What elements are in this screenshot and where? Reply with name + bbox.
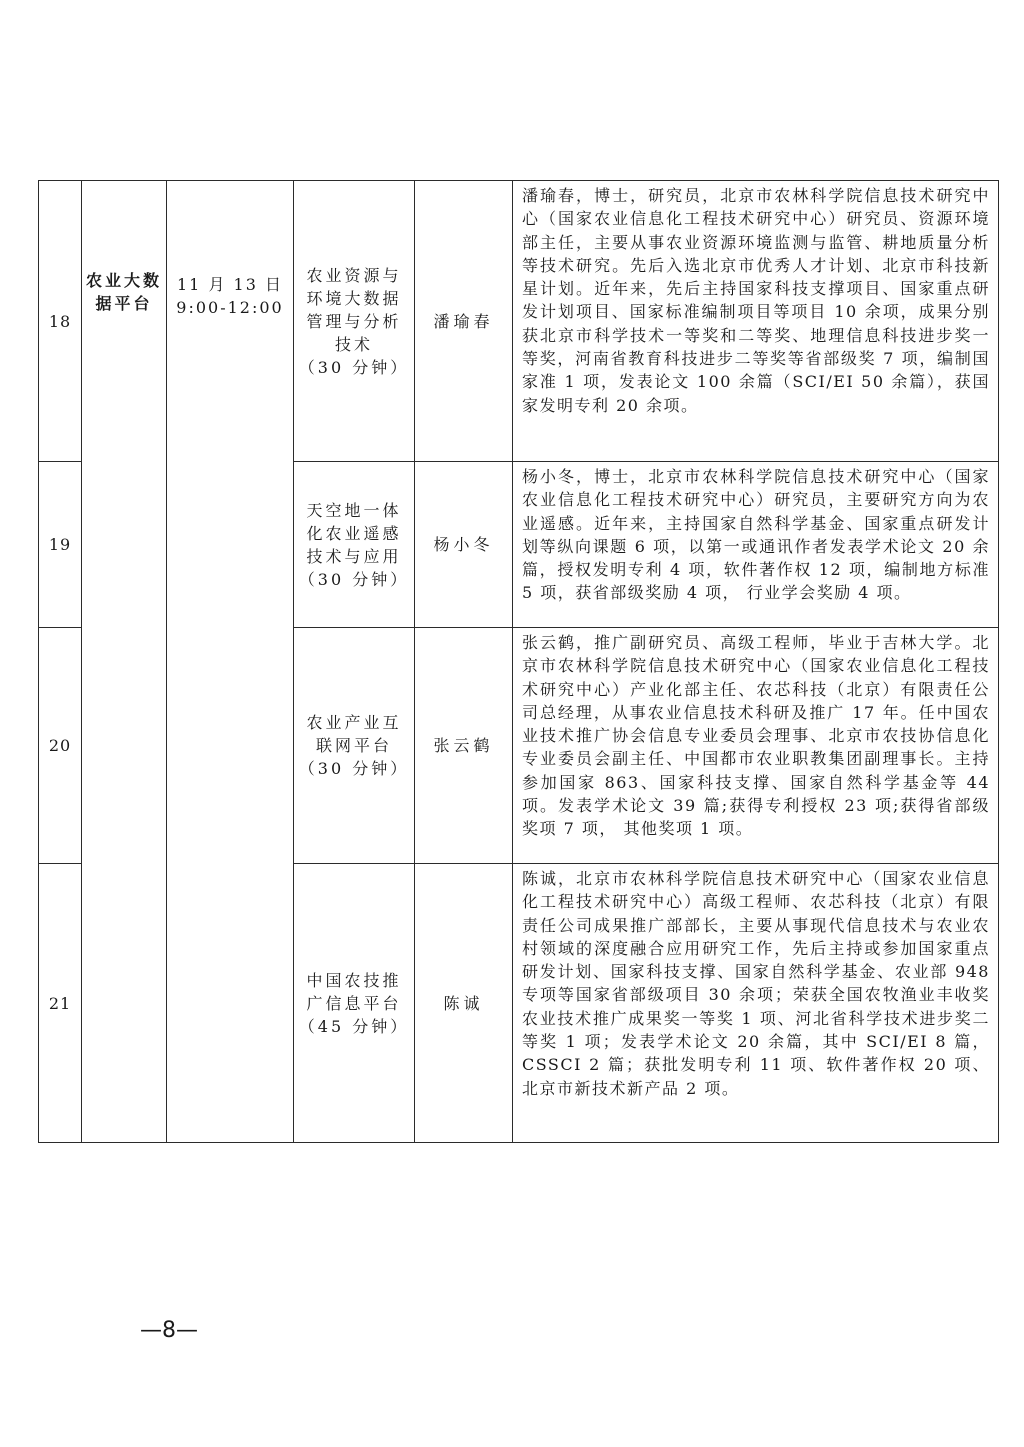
speaker-bio: 张云鹤，推广副研究员、高级工程师，毕业于吉林大学。北京市农林科学院信息技术研究中心（国家农业信息化工程技术研究中心）产业化部主任、农芯科技（北京）有限责任公司总经理，从事农业信息技术科研及推广 17 年。任中国农业技术推广协会信息专业委员会理事、北京市农技协信息化专业委员会副主任、中国都市农业职教集团副理事长。主持参加国家 863、国家科技支撑、国家自然科学基金等 44 项。发表学术论文 39 篇;获得专利授权 23 项;获得省部级奖项 7 项， 其他奖项 1 项。 — [513, 628, 999, 864]
speaker-bio: 陈诚，北京市农林科学院信息技术研究中心（国家农业信息化工程技术研究中心）高级工程师、农芯科技（北京）有限责任公司成果推广部部长，主要从事现代信息技术与农业农村领域的深度融合应用研究工作，先后主持或参加国家重点研发计划、国家科技支撑、国家自然科学基金、农业部 948 专项等国家省部级项目 30 余项；荣获全国农牧渔业丰收奖农业技术推广成果奖一等奖 1 项、河北省科学技术进步奖二等奖 1 项；发表学术论文 20 余篇，其中 SCI/EI 8 篇，CSSCI 2 篇；获批发明专利 11 项、软件著作权 20 项、北京市新技术新产品 2 项。 — [513, 864, 999, 1143]
row-number: 21 — [39, 864, 82, 1143]
topic-duration: （30 分钟） — [298, 759, 410, 778]
topic-cell — [294, 864, 415, 1143]
topic-title: 天空地一体化农业遥感技术与应用 — [306, 500, 402, 566]
topic-duration: （30 分钟） — [298, 569, 410, 589]
session-hours: 9:00-12:00 — [176, 298, 284, 317]
speaker-name: 陈诚 — [415, 864, 513, 1143]
speaker-name: 杨小冬 — [415, 462, 513, 628]
topic-cell — [294, 181, 415, 462]
row-number: 20 — [39, 628, 82, 864]
topic-title: 中国农技推广信息平台 — [306, 970, 402, 1013]
session-time-cell — [167, 181, 294, 1143]
topic-cell — [294, 462, 415, 628]
category-cell: 农业大数据平台 — [82, 181, 167, 1143]
topic-duration: （45 分钟） — [298, 1016, 410, 1036]
speaker-name: 张云鹤 — [415, 628, 513, 864]
topic-cell — [294, 628, 415, 864]
row-number: 19 — [39, 462, 82, 628]
page-number: —8— — [140, 1318, 198, 1343]
speaker-bio: 杨小冬，博士，北京市农林科学院信息技术研究中心（国家农业信息化工程技术研究中心）研究员，主要研究方向为农业遥感。近年来，主持国家自然科学基金、国家重点研发计划等纵向课题 6 项，以第一或通讯作者发表学术论文 20 余篇，授权发明专利 4 项，软件著作权 12 项，编制地方标准 5 项，获省部级奖励 4 项， 行业学会奖励 4 项。 — [513, 462, 999, 628]
topic-title: 农业产业互联网平台 — [306, 713, 402, 755]
speaker-name: 潘瑜春 — [415, 181, 513, 462]
topic-title: 农业资源与环境大数据管理与分析技术 — [306, 265, 402, 354]
topic-duration: （30 分钟） — [298, 357, 410, 377]
table-row — [39, 181, 999, 462]
schedule-table — [38, 180, 999, 1143]
speaker-bio: 潘瑜春，博士，研究员，北京市农林科学院信息技术研究中心（国家农业信息化工程技术研究中心）研究员、资源环境部主任，主要从事农业资源环境监测与监管、耕地质量分析等技术研究。先后入选北京市优秀人才计划、北京市科技新星计划。近年来，先后主持国家科技支撑项目、国家重点研发计划项目、国家标准编制项目等项目 10 余项，成果分别获北京市科学技术一等奖和二等奖、地理信息科技进步奖一等奖，河南省教育科技进步二等奖等省部级奖 7 项，编制国家准 1 项，发表论文 100 余篇（SCI/EI 50 余篇），获国家发明专利 20 余项。 — [513, 181, 999, 462]
session-date: 11 月 13 日 — [177, 275, 283, 294]
row-number: 18 — [39, 181, 82, 462]
